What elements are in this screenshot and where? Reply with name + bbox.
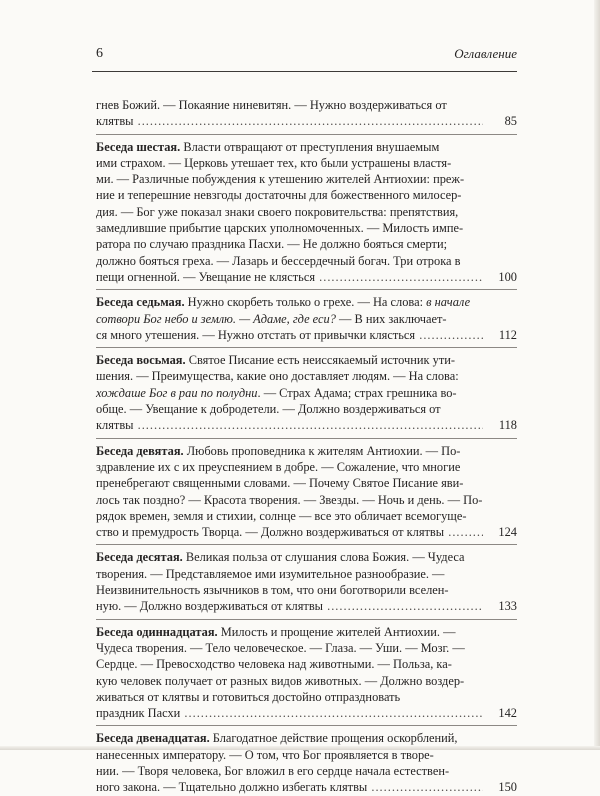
entry-text: гнев Божий. — Покаяние ниневитян. — Нужно воздерживаться от — [96, 98, 447, 112]
entry-title: Беседа десятая. — [96, 550, 183, 565]
entry-page-number: 85 — [483, 113, 517, 129]
entry-text: Сердце. — Превосходство человека над животными. — Польза, ка- — [96, 657, 452, 672]
entry-last-text: ство и премудрость Творца. — Должно воздерживаться от клятвы — [96, 525, 445, 540]
toc-entry[interactable] — [96, 134, 517, 286]
entry-page-number: 118 — [483, 417, 517, 433]
entry-last-text: пещи огненной. — Увещание не клясться — [96, 269, 316, 284]
entry-text: должно бояться греха. — Лазарь и бессердечный богач. Три отрока в — [96, 253, 461, 268]
entry-title: Беседа восьмая. — [96, 353, 186, 368]
entry-text: творения. — Представляемое ими изумительное разнообразие. — — [96, 566, 445, 581]
entry-text: Власти отвращают от преступления внушаемым — [180, 139, 440, 154]
entry-text: рядок времен, земля и стихии, солнце — все это обличает всемогуще- — [96, 508, 467, 523]
entry-page-number: 142 — [483, 705, 517, 721]
entry-text: сотвори Бог небо и землю. — Адаме, где еси? — [96, 311, 336, 326]
entry-text: в начале — [426, 295, 471, 310]
entry-text: пренебрегают священными словами. — Почему Святое Писание яви- — [96, 476, 464, 491]
toc-entry[interactable] — [96, 725, 517, 795]
entry-last-text: клятвы — [96, 114, 134, 129]
entry-text: ми. — Различные побуждения к утешению жителей Антиохии: преж- — [96, 172, 465, 187]
entry-text: ратора по случаю праздника Пасхи. — Не должно бояться смерти; — [96, 237, 448, 252]
toc-entry[interactable] — [96, 97, 517, 130]
entry-text: здравление их с их преуспеянием в добре. — Сожаление, что многие — [96, 459, 461, 474]
entry-text: Нужно скорбеть только о грехе. — На слова: — [184, 295, 427, 310]
entry-page-number: 150 — [483, 779, 517, 795]
entry-last-text: праздник Пасхи — [96, 706, 181, 721]
entry-text: нанесенных императору. — О том, что Бог проявляется в творе- — [96, 747, 434, 762]
entry-page-number: 112 — [483, 327, 517, 343]
entry-text: хождаше Бог в раи по полудни — [96, 385, 258, 400]
entry-last-text: ся много утешения. — Нужно отстать от привычки клясться — [96, 327, 416, 342]
entry-last-text: ную. — Должно воздерживаться от клятвы — [96, 599, 324, 614]
entry-text: Великая польза от слушания слова Божия. — Чудеса — [182, 550, 465, 565]
header-rule — [92, 71, 517, 72]
entry-text: Неизвинительность язычников в том, что они боготворили вселен- — [96, 583, 449, 598]
entry-text: ими страхом. — Церковь утешает тех, кто были устрашены властя- — [96, 155, 452, 170]
entry-text: замедлившие прибытие царских уполномоченных. — Милость импе- — [96, 221, 464, 236]
toc-entry[interactable] — [96, 347, 517, 433]
entry-title: Беседа одиннадцатая. — [96, 624, 218, 639]
entry-title: Беседа шестая. — [96, 139, 181, 154]
entry-text: обще. — Увещание к добродетели. — Должно воздерживаться от — [96, 402, 441, 417]
toc-entry[interactable] — [96, 619, 517, 722]
entry-text: Святое Писание есть неиссякаемый источник ути- — [185, 353, 456, 368]
entry-text: нии. — Творя человека, Бог вложил в его сердце начала естествен- — [96, 763, 450, 778]
toc-entry[interactable] — [96, 438, 517, 541]
entry-title: Беседа двенадцатая. — [96, 731, 210, 746]
page-number: 6 — [96, 46, 103, 61]
entry-text: Благодатное действие прощения оскорблений, — [209, 731, 458, 746]
entry-last-text: клятвы — [96, 418, 134, 433]
table-of-contents — [96, 97, 517, 796]
section-title: Оглавление — [454, 46, 517, 61]
entry-text: — В них заключает- — [335, 311, 447, 326]
entry-page-number: 133 — [483, 598, 517, 614]
entry-text: дия. — Бог уже показал знаки своего покровительства: препятствия, — [96, 204, 459, 219]
entry-text: . — Страх Адама; страх грешника во- — [257, 385, 457, 400]
entry-page-number: 124 — [483, 524, 517, 540]
toc-entry[interactable] — [96, 544, 517, 614]
entry-text: кую человек получает от разных видов животных. — Должно воздер- — [96, 673, 465, 688]
entry-text: лось так поздно? — Красота творения. — Звезды. — Ночь и день. — По- — [96, 492, 483, 507]
entry-text: ние и теперешние невзгоды достаточны для божественного милосер- — [96, 188, 462, 203]
entry-title: Беседа девятая. — [96, 443, 184, 458]
entry-text: ного закона. — Тщательно должно избегать клятвы — [96, 780, 368, 795]
entry-text: шения. — Преимущества, какие оно доставляет людям. — На слова: — [96, 369, 459, 384]
page-edge — [594, 0, 600, 750]
running-head — [92, 44, 517, 66]
entry-text: Милость и прощение жителей Антиохии. — — [217, 624, 456, 639]
entry-text: Любовь проповедника к жителям Антиохии. — По- — [183, 443, 461, 458]
entry-text: Чудеса творения. — Тело человеческое. — Глаза. — Уши. — Мозг. — — [96, 640, 465, 655]
toc-entry[interactable] — [96, 289, 517, 343]
entry-page-number: 100 — [483, 269, 517, 285]
entry-title: Беседа седьмая. — [96, 295, 185, 310]
entry-text: живаться от клятвы и готовиться достойно отпраздновать — [96, 689, 401, 704]
